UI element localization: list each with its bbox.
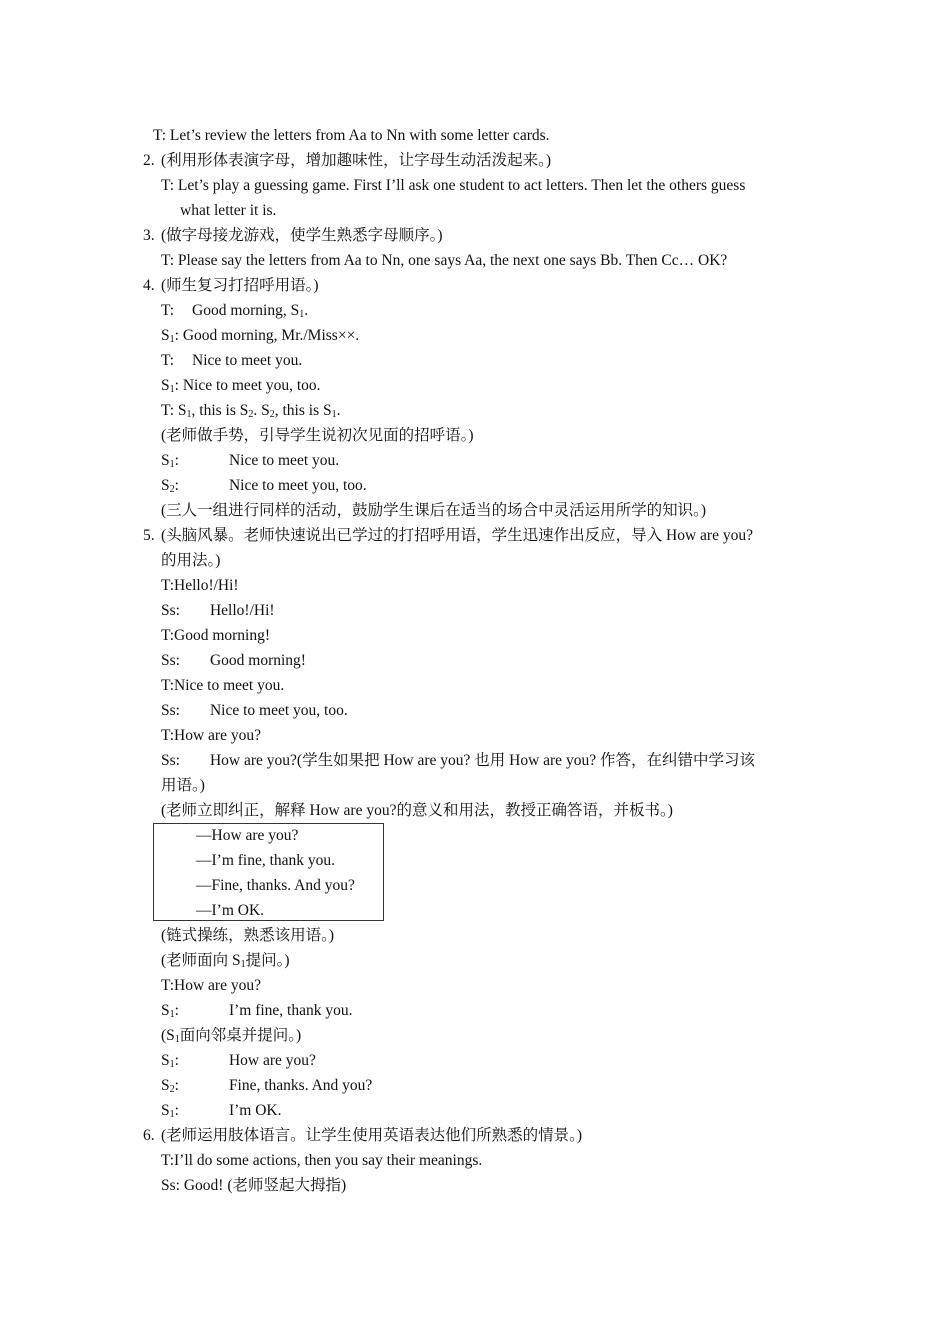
dialog-line: T: Nice to meet you.	[161, 352, 303, 369]
item-5-note: (头脑风暴。老师快速说出已学过的打招呼用语，学生迅速作出反应，导入 How are you?	[161, 527, 753, 544]
dialog-line: T: Good morning, $S_1$.	[161, 302, 309, 320]
dialog-line: $S_1$: How are you?	[161, 1052, 316, 1070]
dialog-line: Ss: Good! (老师竖起大拇指)	[161, 1177, 347, 1194]
item-4-note: (师生复习打招呼用语。)	[161, 277, 319, 294]
blackboard-line: —I’m OK.	[196, 902, 265, 919]
stage-direction: (老师立即纠正，解释 How are you?的意义和用法，教授正确答语，并板书。)	[161, 802, 673, 819]
dialog-line: T: $S_1$, this is $S_2$. $S_2$, this is $S_1$.	[161, 402, 341, 420]
line-guessing-game-cont: what letter it is.	[180, 202, 277, 219]
dialog-line: $S_1$: Good morning, Mr./Miss××.	[161, 327, 360, 345]
stage-direction: ($S_1$面向邻桌并提问。)	[161, 1027, 302, 1045]
stage-direction: (老师面向 $S_1$提问。)	[161, 952, 290, 970]
item-6-number: 6.	[143, 1127, 155, 1144]
dialog-line: Ss: Nice to meet you, too.	[161, 702, 348, 719]
item-2-note: (利用形体表演字母，增加趣味性，让字母生动活泼起来。)	[161, 152, 552, 169]
dialog-line: T:Hello!/Hi!	[161, 577, 239, 594]
dialog-line: $S_1$: I’m fine, thank you.	[161, 1002, 353, 1020]
blackboard-line: —Fine, thanks. And you?	[196, 877, 355, 894]
item-5-note-cont: 的用法。)	[161, 552, 221, 569]
blackboard-line: —I’m fine, thank you.	[196, 852, 336, 869]
stage-direction: (三人一组进行同样的活动，鼓励学生课后在适当的场合中灵活运用所学的知识。)	[161, 502, 707, 519]
dialog-line: T:Nice to meet you.	[161, 677, 285, 694]
dialog-line: $S_2$: Fine, thanks. And you?	[161, 1077, 373, 1095]
blackboard-line: —How are you?	[196, 827, 299, 844]
line-letter-chain: T: Please say the letters from Aa to Nn, one says Aa, the next one says Bb. Then Cc… OK?	[161, 252, 728, 269]
dialog-line: Ss: How are you?(学生如果把 How are you? 也用 How are you? 作答，在纠错中学习该	[161, 752, 755, 769]
line-guessing-game: T: Let’s play a guessing game. First I’ll ask one student to act letters. Then let the others guess	[161, 177, 746, 194]
line-review-letters: T: Let’s review the letters from Aa to Nn with some letter cards.	[153, 127, 550, 144]
item-2-number: 2.	[143, 152, 155, 169]
dialog-line-cont: 用语。)	[161, 777, 205, 794]
dialog-line: Ss: Hello!/Hi!	[161, 602, 275, 619]
dialog-line: T:How are you?	[161, 977, 261, 994]
dialog-line: T:How are you?	[161, 727, 261, 744]
dialog-line: $S_1$: Nice to meet you.	[161, 452, 340, 470]
dialog-line: $S_2$: Nice to meet you, too.	[161, 477, 367, 495]
dialog-line: Ss: Good morning!	[161, 652, 306, 669]
dialog-line: $S_1$: I’m OK.	[161, 1102, 282, 1120]
item-3-number: 3.	[143, 227, 155, 244]
item-5-number: 5.	[143, 527, 155, 544]
item-6-note: (老师运用肢体语言。让学生使用英语表达他们所熟悉的情景。)	[161, 1127, 583, 1144]
item-4-number: 4.	[143, 277, 155, 294]
dialog-line: T:I’ll do some actions, then you say their meanings.	[161, 1152, 483, 1169]
item-3-note: (做字母接龙游戏，使学生熟悉字母顺序。)	[161, 227, 443, 244]
stage-direction: (链式操练，熟悉该用语。)	[161, 927, 335, 944]
dialog-line: T:Good morning!	[161, 627, 271, 644]
stage-direction: (老师做手势，引导学生说初次见面的招呼语。)	[161, 427, 474, 444]
dialog-line: $S_1$: Nice to meet you, too.	[161, 377, 321, 395]
